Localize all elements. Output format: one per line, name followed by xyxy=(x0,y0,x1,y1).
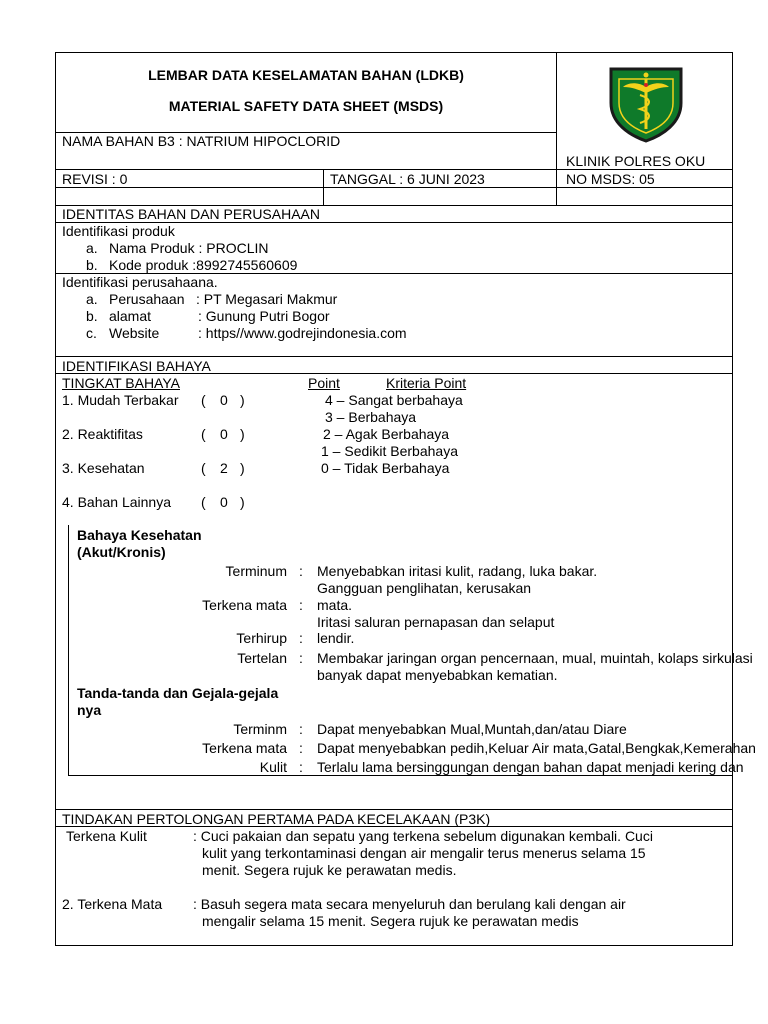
table-border-bottom xyxy=(55,945,733,946)
label-colon: : xyxy=(299,650,303,666)
gejala-label-kulit: Kulit xyxy=(259,759,287,775)
col-tingkat-bahaya: TINGKAT BAHAYA xyxy=(62,375,180,391)
p3k-kulit-text: kulit yang terkontaminasi dengan air mengalir terus menerus selama 15 xyxy=(202,845,646,861)
perusahaan-marker-a: a. xyxy=(86,291,98,307)
kesehatan-text-line: Menyebabkan iritasi kulit, radang, luka bakar. xyxy=(317,563,598,579)
label-colon: : xyxy=(299,721,303,737)
gejala-heading: Tanda-tanda dan Gejala-gejala xyxy=(77,685,279,701)
perusahaan-label: Perusahaan xyxy=(109,291,185,307)
alamat-value: : Gunung Putri Bogor xyxy=(198,308,330,324)
produk-heading: Identifikasi produk xyxy=(62,223,175,239)
website-label: Website xyxy=(109,325,160,341)
kriteria-1: 1 – Sedikit Berbahaya xyxy=(321,443,458,459)
level-close-paren: ) xyxy=(240,494,245,510)
gejala-text: Terlalu lama bersinggungan dengan bahan dapat menjadi kering dan xyxy=(317,759,744,775)
no-msds: NO MSDS: 05 xyxy=(566,171,655,187)
level-close-paren: ) xyxy=(240,392,245,408)
p3k-mata-label: 2. Terkena Mata xyxy=(62,896,163,912)
p3k-heading-top xyxy=(55,809,733,810)
nama-produk: Nama Produk : PROCLIN xyxy=(109,240,269,256)
level-open-paren: ( xyxy=(201,426,206,442)
level-open-paren: ( xyxy=(201,460,206,476)
perusahaan-marker-b: b. xyxy=(86,308,98,324)
p3k-kulit-text: menit. Segera rujuk ke perawatan medis. xyxy=(202,862,457,878)
level-mudah-terbakar: 1. Mudah Terbakar xyxy=(62,392,179,408)
klinik-logo xyxy=(607,65,685,143)
perusahaan-value: : PT Megasari Makmur xyxy=(196,291,338,307)
col-kriteria-point: Kriteria Point xyxy=(386,375,467,391)
kesehatan-text-line: Iritasi saluran pernapasan dan selaput xyxy=(317,614,555,630)
identitas-heading: IDENTITAS BAHAN DAN PERUSAHAAN xyxy=(62,206,321,222)
kesehatan-label-terminum: Terminum xyxy=(225,563,287,579)
alamat-label: alamat xyxy=(109,308,152,324)
kesehatan-text-line: lendir. xyxy=(317,630,355,646)
kesehatan-label-tertelan: Tertelan xyxy=(237,650,287,666)
perusahaan-heading: Identifikasi perusahaana. xyxy=(62,274,218,290)
website-value: : https//www.godrejindonesia.com xyxy=(198,325,407,341)
label-colon: : xyxy=(299,759,303,775)
kriteria-2: 2 – Agak Berbahaya xyxy=(323,426,450,442)
level-open-paren: ( xyxy=(201,392,206,408)
kesehatan-label-terkena-mata: Terkena mata xyxy=(202,597,287,613)
kesehatan-text-line: Membakar jaringan organ pencernaan, mual, muintah, kolaps sirkulasi xyxy=(317,650,753,666)
col-point: Point xyxy=(308,375,340,391)
bahaya-heading-top xyxy=(55,356,733,357)
gejala-label-terminm: Terminm xyxy=(233,721,287,737)
level-reaktifitas: 2. Reaktifitas xyxy=(62,426,143,442)
tanggal: TANGGAL : 6 JUNI 2023 xyxy=(330,171,485,187)
nama-bahan: NAMA BAHAN B3 : NATRIUM HIPOCLORID xyxy=(62,133,341,149)
document-title-msds: MATERIAL SAFETY DATA SHEET (MSDS) xyxy=(168,98,444,114)
kesehatan-box-left xyxy=(68,525,69,775)
gejala-subheading: nya xyxy=(77,702,102,718)
kesehatan-text-line: mata. xyxy=(317,597,353,613)
header-logo-divider xyxy=(556,52,557,205)
logo-accent-dot xyxy=(644,83,648,87)
level-close-paren: ) xyxy=(240,426,245,442)
perusahaan-marker-c: c. xyxy=(86,325,97,341)
label-colon: : xyxy=(299,597,303,613)
produk-marker-a: a. xyxy=(86,240,98,256)
kesehatan-text-line: Gangguan penglihatan, kerusakan xyxy=(317,580,532,596)
p3k-mata-text: mengalir selama 15 menit. Segera rujuk ke perawatan medis xyxy=(202,913,579,929)
revisi: REVISI : 0 xyxy=(62,171,128,187)
level-value: 0 xyxy=(220,426,228,442)
kode-produk: Kode produk :8992745560609 xyxy=(109,257,298,273)
label-colon: : xyxy=(299,563,303,579)
level-value: 2 xyxy=(220,460,228,476)
kesehatan-subheading: (Akut/Kronis) xyxy=(77,544,166,560)
label-colon: : xyxy=(299,630,303,646)
label-colon: : xyxy=(299,740,303,756)
p3k-kulit-text: : Cuci pakaian dan sepatu yang terkena sebelum digunakan kembali. Cuci xyxy=(193,828,653,844)
level-bahan-lainnya: 4. Bahan Lainnya xyxy=(62,494,171,510)
level-value: 0 xyxy=(220,494,228,510)
p3k-heading: TINDAKAN PERTOLONGAN PERTAMA PADA KECELAKAAN (P3K) xyxy=(62,811,491,827)
level-open-paren: ( xyxy=(201,494,206,510)
logo-star xyxy=(644,73,649,78)
kriteria-4: 4 – Sangat berbahaya xyxy=(325,392,463,408)
gejala-text: Dapat menyebabkan pedih,Keluar Air mata,Gatal,Bengkak,Kemerahan xyxy=(317,740,756,756)
level-close-paren: ) xyxy=(240,460,245,476)
document-title-ldkb: LEMBAR DATA KESELAMATAN BAHAN (LDKB) xyxy=(148,67,464,83)
kriteria-3: 3 – Berbahaya xyxy=(325,409,417,425)
produk-marker-b: b. xyxy=(86,257,98,273)
kriteria-0: 0 – Tidak Berbahaya xyxy=(321,460,450,476)
gejala-label-terkena-mata: Terkena mata xyxy=(202,740,287,756)
level-kesehatan: 3. Kesehatan xyxy=(62,460,145,476)
gejala-text: Dapat menyebabkan Mual,Muntah,dan/atau Diare xyxy=(317,721,627,737)
level-value: 0 xyxy=(220,392,228,408)
kesehatan-text-line: banyak dapat menyebabkan kematian. xyxy=(317,667,558,683)
p3k-mata-text: : Basuh segera mata secara menyeluruh dan berulang kali dengan air xyxy=(193,896,626,912)
p3k-kulit-label: Terkena Kulit xyxy=(66,828,147,844)
kesehatan-label-terhirup: Terhirup xyxy=(236,630,287,646)
bahaya-heading: IDENTIFIKASI BAHAYA xyxy=(62,358,211,374)
klinik-name: KLINIK POLRES OKU xyxy=(566,153,706,169)
table-border-top xyxy=(55,52,733,53)
kesehatan-heading: Bahaya Kesehatan xyxy=(77,527,202,543)
